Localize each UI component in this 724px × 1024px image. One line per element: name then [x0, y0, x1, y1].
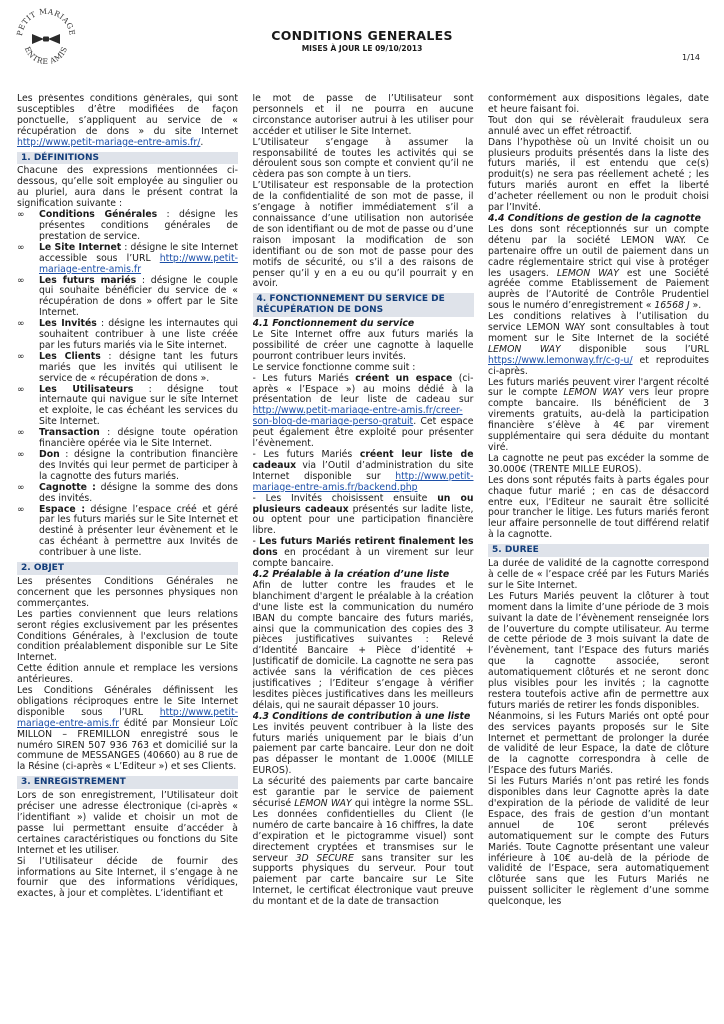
- paragraph: Néanmoins, si les Futurs Mariés ont opté pour des services payants proposés sur le Site Internet et permettant de prolonger la durée de validité de leur Espace, la date de clôture de la cagnotte correspondra à celle de l’Espace des futurs Mariés.: [488, 710, 709, 777]
- infinity-bullet-icon: ∞: [17, 210, 25, 221]
- list-item: ∞ Cagnotte : désigne la somme des dons des invités.: [17, 481, 238, 504]
- infinity-bullet-icon: ∞: [17, 384, 25, 395]
- list-item: ∞ Transaction : désigne toute opération financière opérée via le Site Internet.: [17, 427, 238, 450]
- paragraph: Le Site Internet offre aux futurs mariés la possibilité de créer une cagnotte à laquelle pourront contribuer leurs invités.: [252, 329, 474, 362]
- paragraph: Dans l’hypothèse où un Invité choisit un ou plusieurs produits présentés dans la liste des futurs mariés, il est entendu que ce(s) produit(s) ne sera pas réellement acheté ; les futurs mariés auront en effet la liberté d’acheter réellement ou non le produit choisi par l’Invité.: [488, 136, 709, 214]
- paragraph: L’Utilisateur s’engage à assumer la responsabilité de toutes les activités qui se déroulent sous son compte et convient qu’il ne cèdera pas son compte à un tiers.: [252, 136, 474, 181]
- update-date: MISES À JOUR LE 09/10/2013: [301, 44, 423, 53]
- paragraph: Le service fonctionne comme suit :: [252, 361, 416, 373]
- paragraph: L’Utilisateur est responsable de la protection de la confidentialité de son mot de passe, il s’engage à notifier immédiatement s’il a connaissance d’une utilisation non autorisée de son identifiant ou de mot de passe ou d’une raison imposant la modification de son identifiant ou de son mot de passe pour des motifs de sécurité, ou s’il a des raisons de penser qu’il y en a eu ou qu’il pourrait y en avoir.: [252, 180, 474, 290]
- infinity-bullet-icon: ∞: [17, 351, 25, 362]
- paragraph: Tout don qui se révèlerait frauduleux sera annulé avec un effet rétroactif.: [488, 114, 709, 137]
- paragraph: La durée de validité de la cagnotte correspond à celle de « l’espace créé par les Futurs Mariés sur le Site Internet.: [488, 558, 709, 591]
- svg-text:ENTRE AMIS: ENTRE AMIS: [22, 45, 70, 66]
- infinity-bullet-icon: ∞: [17, 482, 25, 493]
- paragraph: Les dons sont réputés faits à parts égales pour chaque futur marié ; en cas de désaccord entre eux, l’Editeur ne saurait être sollicité pour trancher le litige. Les futurs mariés feront leur affaire personnelle de tout différend relatif à la cagnotte.: [488, 474, 709, 541]
- section-heading-objet: 2. OBJET: [17, 562, 238, 575]
- list-item: ∞ Espace : désigne l’espace créé et géré par les futurs mariés sur le Site Internet et destiné à présenter leur évènement et le cas échéant à permettre aux Invités de contribuer à une liste.: [17, 503, 238, 559]
- site-link[interactable]: http://www.petit-mariage-entre-amis.fr: [17, 706, 238, 729]
- text-columns: [17, 94, 709, 1016]
- list-item: ∞ Les futurs mariés : désigne le couple qui souhaite bénéficier du service de « récupération de dons » offert par le Site Internet.: [17, 274, 238, 319]
- paragraph: - Les futurs Mariés créent leur liste de cadeaux via l’Outil d’administration du site Internet disponible sur http://www.petit-mariage-entre-amis.fr/backend.php: [252, 449, 474, 493]
- section-heading-fonctionnement: 4. FONCTIONNEMENT DU SERVICE DE RÉCUPÉRATION DE DONS: [253, 293, 474, 317]
- section-heading-enregistrement: 3. ENREGISTREMENT: [17, 776, 238, 789]
- infinity-bullet-icon: ∞: [17, 275, 25, 286]
- paragraph: Les Futurs Mariés peuvent la clôturer à tout moment dans la limite d’une période de 3 mois suivant la date de l’évènement renseignée lors de l’ouverture du compte utilisateur. Au terme de cette période de 3 mois suivant la date de l’évènement, tant l’Espace des futurs mariés que la cagnotte associée, seront automatiquement clôturés et ne seront donc plus visibles pour les invités ; la cagnotte restera toutefois active afin de permettre aux futurs mariés de retirer les fonds disponibles.: [488, 590, 709, 711]
- lemonway-link[interactable]: https://www.lemonway.fr/c-g-u/: [488, 354, 633, 366]
- paragraph: Cette édition annule et remplace les versions antérieures.: [17, 663, 238, 686]
- paragraph: Chacune des expressions mentionnées ci-dessous, qu’elle soit employée au singulier ou au pluriel, aura dans le présent contrat la signification suivante :: [17, 165, 238, 210]
- column-2: [253, 94, 474, 1016]
- list-item: ∞ Les Utilisateurs : désigne tout internaute qui navigue sur le site Internet et exploite, le cas échéant les services du Site Internet.: [17, 383, 238, 428]
- page-number: 1/14: [682, 53, 700, 62]
- paragraph: Si l’Utilisateur décide de fournir des informations au Site Internet, il s’engage à ne fournir que des informations véridiques, exactes, à jour et complètes. L’identifiant et: [17, 855, 238, 900]
- infinity-bullet-icon: ∞: [17, 450, 25, 460]
- list-item: ∞ Le Site Internet : désigne le site Internet accessible sous l’URL http://www.petit-mariage-entre-amis.fr: [17, 241, 238, 275]
- paragraph: Les présentes conditions générales, qui sont susceptibles d’être modifiées de façon ponctuelle, s’appliquent au service de « récupération de dons » du site Internet http://www.petit-mariage-entre-amis.fr/.: [17, 94, 238, 148]
- paragraph: La cagnotte ne peut pas excéder la somme de 30.000€ (TRENTE MILLE EUROS).: [488, 452, 709, 475]
- paragraph: le mot de passe de l’Utilisateur sont personnels et il ne pourra en aucune circonstance autoriser autrui à les utiliser pour accéder et utiliser le Site Internet.: [252, 94, 474, 137]
- column-3: [488, 94, 709, 1016]
- section-heading-definitions: 1. DÉFINITIONS: [17, 152, 238, 165]
- infinity-bullet-icon: ∞: [17, 428, 25, 439]
- column-1: [17, 94, 238, 1016]
- list-item: ∞ Les Invités : désigne les internautes qui souhaitent contribuer à une liste créée par les futurs mariés via le Site internet.: [17, 318, 238, 351]
- paragraph: Les futurs mariés peuvent virer l'argent récolté sur le compte LEMON WAY vers leur propre compte bancaire. Ils bénéficient de 3 virements gratuits, au-delà la participation financière s’élève à 4€ par virement supplémentaire qui sera déduite du montant viré.: [488, 376, 709, 453]
- svg-text:PETIT MARIAGE: PETIT MARIAGE: [15, 8, 77, 37]
- blog-link[interactable]: http://www.petit-mariage-entre-amis.fr/creer-son-blog-de-mariage-perso-gratuit: [252, 405, 463, 428]
- paragraph: Les parties conviennent que leurs relations seront régies exclusivement par les présentes Conditions Générales, à l'exclusion de toute condition préalablement disponible sur Le Site Internet.: [17, 608, 238, 664]
- infinity-bullet-icon: ∞: [17, 504, 25, 515]
- subsection-heading: 4.3 Conditions de contribution à une liste: [252, 710, 471, 722]
- list-item: ∞ Les Clients : désigne tant les futurs mariés que les invités qui utilisent le service de « récupération de dons ».: [17, 350, 238, 384]
- subsection-heading: 4.2 Préalable à la création d’une liste: [252, 568, 450, 580]
- paragraph: Lors de son enregistrement, l’Utilisateur doit préciser une adresse électronique (ci-après « l’identifiant ») valide et choisir un mot de passe lui permettant ensuite d’accéder à certaines caractéristiques ou fonctions du Site Internet et les utiliser.: [17, 790, 238, 856]
- paragraph: Les présentes Conditions Générales ne concernent que les personnes physiques non commerçantes.: [17, 575, 238, 609]
- paragraph: - Les Invités choisissent ensuite un ou plusieurs cadeaux présentés sur ladite liste, ou optent pour une participation financière libre.: [252, 492, 474, 537]
- infinity-bullet-icon: ∞: [17, 242, 25, 253]
- paragraph: conformément aux dispositions légales, date et heure faisant foi.: [488, 94, 709, 115]
- paragraph: Si les Futurs Mariés n’ont pas retiré les fonds disponibles dans leur Cagnotte après la date d'expiration de la période de validité de leur Espace, des frais de gestion d’un montant annuel de 10€ seront prélevés automatiquement sur le compte des Futurs Mariés. Toute Cagnotte présentant une valeur inférieure à 10€ au-delà de la période de validité de l’Espace, sera automatiquement clôturée sans que les Futurs Mariés ne puissent solliciter le règlement d’une somme quelconque, les: [488, 776, 709, 908]
- paragraph: - Les futurs Mariés créent un espace (ci-après « l’Espace ») au moins dédié à la présentation de leur liste de cadeau sur http://www.petit-mariage-entre-amis.fr/creer-son-blog-de-mariage-perso-gratuit. Cet espace peut également être exploité pour présenter l’évènement.: [252, 372, 474, 450]
- site-link[interactable]: http://www.petit-mariage-entre-amis.fr/: [17, 136, 201, 148]
- paragraph: Afin de lutter contre les fraudes et le blanchiment d'argent le préalable à la création d'une liste est la communication du numéro IBAN du compte bancaire des futurs mariés, ainsi que la communication des copies des 3 pièces justificatives suivantes : Relevé d’Identité Bancaire + Pièce d’identité + Justificatif de domicile. La cagnotte ne sera pas activée sans la vérification de ces pièces justificatives ; l’Editeur s’engage à vérifier lesdites pièces justificatives dans les meilleurs délais, qui ne saurait dépasser 10 jours.: [252, 579, 474, 711]
- paragraph: La sécurité des paiements par carte bancaire est garantie par le service de paiement sécurisé LEMON WAY qui intègre la norme SSL. Les données confidentielles du Client (le numéro de carte bancaire à 16 chiffres, la date d’expiration et le pictogramme visuel) sont directement cryptées et transmises sur le serveur 3D SECURE sans transiter sur les supports physiques du serveur. Pour tout paiement par carte bancaire sur Le Site Internet, le certificat électronique vaut preuve du montant et de la date de transaction: [252, 776, 474, 908]
- section-heading-duree: 5. DUREE: [488, 544, 709, 557]
- subsection-heading: 4.1 Fonctionnement du service: [252, 318, 415, 330]
- paragraph: Les dons sont réceptionnés sur un compte détenu par la société LEMON WAY. Ce partenaire offre un outil de paiement dans un cadre réglementaire strict qui vise à protéger les usagers. LEMON WAY est une Société agréée comme Etablissement de Paiement auprès de l’Autorité de Contrôle Prudentiel sous le numéro d’enregistrement « 16568 J ».: [488, 223, 709, 312]
- paragraph: - Les futurs Mariés retirent finalement les dons en procédant à un virement sur leur compte bancaire.: [252, 536, 474, 570]
- infinity-bullet-icon: ∞: [17, 319, 25, 330]
- paragraph: Les Conditions Générales définissent les obligations réciproques entre le Site Internet disponible sous l’URL http://www.petit-mariage-entre-amis.fr édité par Monsieur Loïc MILLON – FREMILLON enregistré sous le numéro SIREN 507 936 763 et domicilié sur la commune de MESSANGES (40660) au 8 rue de la Résine (ci-après « L’Editeur ») et ses Clients.: [17, 685, 238, 773]
- paragraph: Les conditions relatives à l’utilisation du service LEMON WAY sont consultables à tout moment sur le Site Internet de la société LEMON WAY disponible sous l’URL https://www.lemonway.fr/c-g-u/ et reproduites ci-après.: [488, 311, 709, 377]
- site-link[interactable]: http://www.petit-mariage-entre-amis.fr: [39, 252, 238, 275]
- document-title: CONDITIONS GENERALES: [271, 28, 453, 43]
- backend-link[interactable]: http://www.petit-mariage-entre-amis.fr/backend.php: [252, 470, 474, 493]
- list-item: ∞ Conditions Générales : désigne les présentes conditions générales de prestation de service.: [17, 209, 238, 242]
- subsection-heading: 4.4 Conditions de gestion de la cagnotte: [488, 212, 701, 224]
- paragraph: Les invités peuvent contribuer à la liste des futurs mariés uniquement par le biais d’un paiement par carte bancaire. Leur don ne doit pas dépasser le montant de 1.000€ (MILLE EUROS).: [252, 721, 474, 777]
- list-item: ∞ Don : désigne la contribution financière des Invités qui leur permet de participer à la cagnotte des futurs mariés.: [17, 449, 238, 482]
